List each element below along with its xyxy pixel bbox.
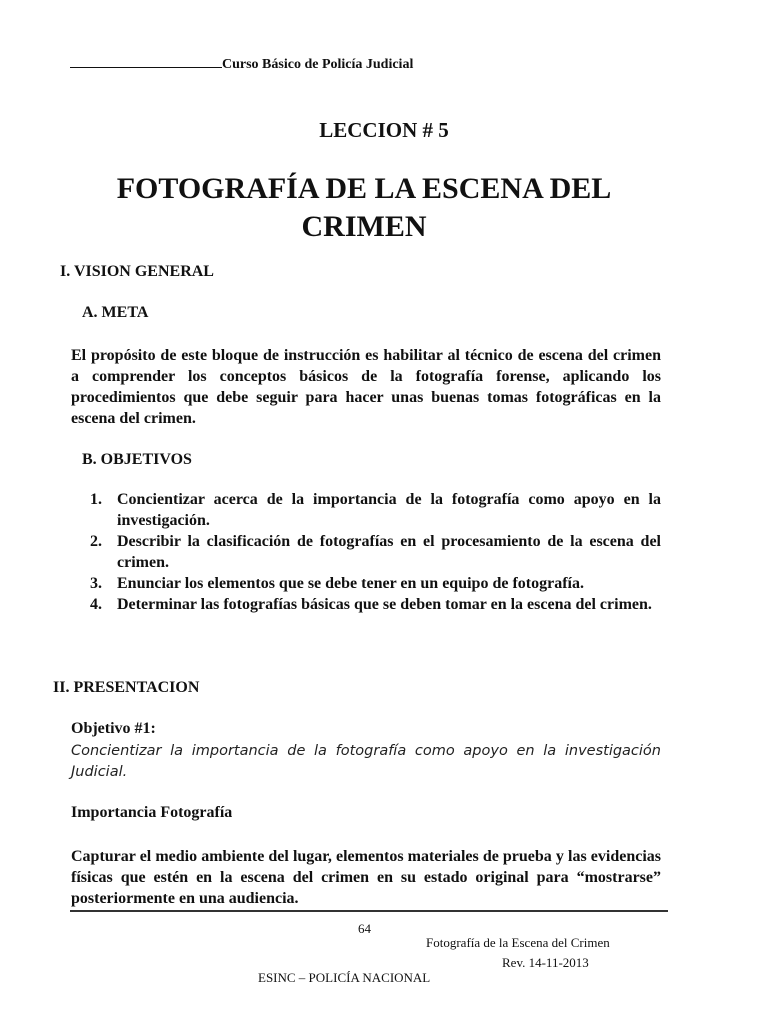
footer-institution: ESINC – POLICÍA NACIONAL [258,970,431,985]
page-number: 64 [358,921,371,936]
lesson-number: LECCION # 5 [319,118,449,142]
list-item: 4. Determinar las fotografías básicas que se deben tomar en la escena del crimen. [90,596,652,613]
list-item: 1. Concientizar acerca de la importancia de la fotografía como apoyo en la investigación. [90,491,661,529]
running-header [70,55,413,73]
header-rule [70,55,222,68]
list-item: 3. Enunciar los elementos que se debe tener en un equipo de fotografía. [90,575,584,592]
title-line-2: CRIMEN [301,210,427,243]
section-heading-vision-general: I. VISION GENERAL [60,263,214,280]
footer-divider [70,910,668,912]
meta-paragraph: El propósito de este bloque de instrucción es habilitar al técnico de escena del crimen a comprender los conceptos básicos de la fotografía forense, aplicando los procedimientos que debe seguir para hacer unas buenas tomas fotográficas en la escena del crimen. [71,347,661,427]
subsection-heading-objetivos: B. OBJETIVOS [82,451,192,468]
objectives-list [90,489,661,615]
importancia-paragraph: Capturar el medio ambiente del lugar, elementos materiales de prueba y las evidencias físicas que estén en la escena del crimen en su estado original para “mostrarse” posteriormente en una audiencia. [71,848,661,907]
title-line-1: FOTOGRAFÍA DE LA ESCENA DEL [116,172,612,205]
objective-text: Concientizar la importancia de la fotografía como apoyo en la investigación Judicial. [71,743,661,780]
footer-document-title: Fotografía de la Escena del Crimen [426,935,610,950]
subsection-heading-meta: A. META [82,304,149,321]
list-item: 2. Describir la clasificación de fotografías en el procesamiento de la escena del crimen. [90,533,661,571]
section-heading-presentacion: II. PRESENTACION [53,679,200,696]
page-title [90,170,638,246]
footer-revision: Rev. 14-11-2013 [502,955,589,970]
course-name: Curso Básico de Policía Judicial [222,57,414,72]
subheading-importancia: Importancia Fotografía [71,804,233,821]
objective-label: Objetivo #1: [71,720,156,737]
